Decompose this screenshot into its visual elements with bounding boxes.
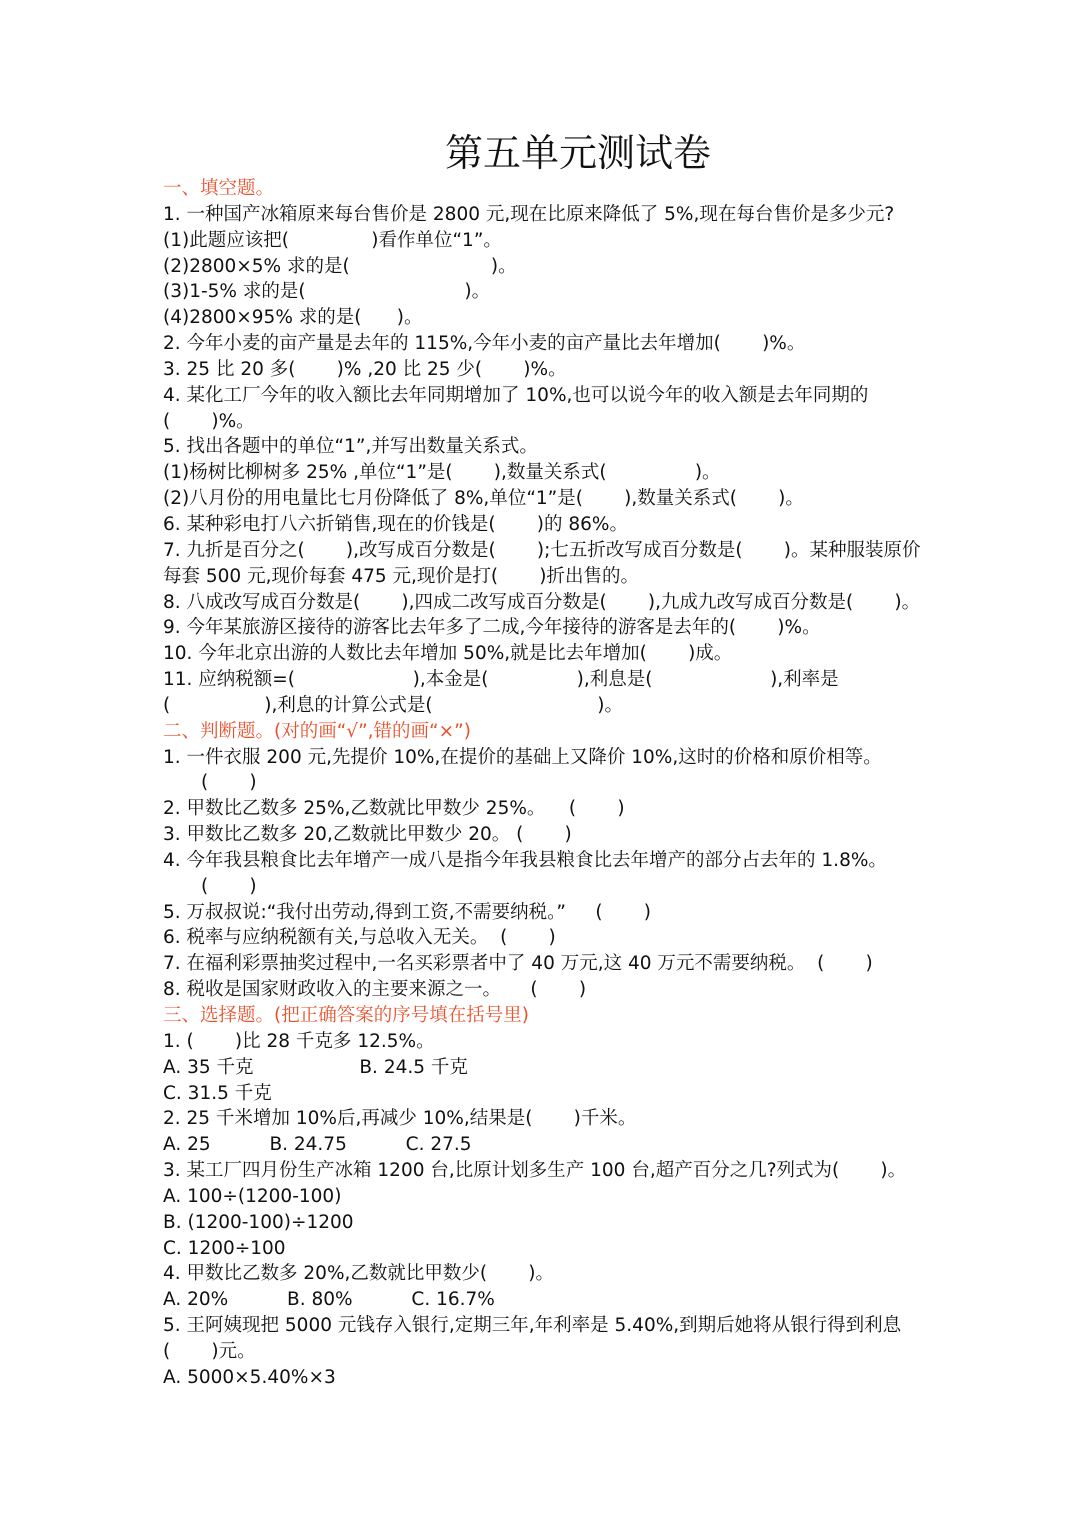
question-line: A. 20% B. 80% C. 16.7%	[163, 1289, 495, 1311]
question-line: (2)2800×5% 求的是( )。	[163, 255, 517, 277]
question-line: 7. 在福利彩票抽奖过程中,一名买彩票者中了 40 万元,这 40 万元不需要纳税。 ( )	[163, 953, 873, 975]
question-line: (2)八月份的用电量比七月份降低了 8%,单位“1”是( ),数量关系式( )。	[163, 488, 804, 510]
question-line: 8. 税收是国家财政收入的主要来源之一。 ( )	[163, 979, 587, 1001]
question-line: (4)2800×95% 求的是( )。	[163, 307, 423, 329]
question-line: 4. 甲数比乙数多 20%,乙数就比甲数少( )。	[163, 1263, 555, 1285]
question-line: 6. 税率与应纳税额有关,与总收入无关。 ( )	[163, 927, 556, 949]
question-line: (1)此题应该把( )看作单位“1”。	[163, 229, 502, 251]
page-title: 第五单元测试卷	[444, 131, 711, 175]
question-line: 每套 500 元,现价每套 475 元,现价是打( )折出售的。	[163, 565, 640, 587]
answer-bracket-line: ( )	[201, 772, 257, 794]
question-line: 5. 王阿姨现把 5000 元钱存入银行,定期三年,年利率是 5.40%,到期后她将从银行得到利息	[163, 1315, 902, 1337]
question-line: 5. 万叔叔说:“我付出劳动,得到工资,不需要纳税。” ( )	[163, 901, 651, 923]
section-heading: 一、填空题。	[163, 178, 275, 199]
question-line: B. (1200-100)÷1200	[163, 1211, 354, 1233]
question-line: C. 31.5 千克	[163, 1082, 272, 1104]
question-line: 2. 甲数比乙数多 25%,乙数就比甲数少 25%。 ( )	[163, 798, 625, 820]
question-line: ( )元。	[163, 1340, 256, 1362]
question-line: 4. 某化工厂今年的收入额比去年同期增加了 10%,也可以说今年的收入额是去年同期的	[163, 384, 869, 406]
question-line: C. 1200÷100	[163, 1237, 286, 1259]
question-line: 3. 甲数比乙数多 20,乙数就比甲数少 20。 ( )	[163, 824, 572, 846]
question-line: 9. 今年某旅游区接待的游客比去年多了二成,今年接待的游客是去年的( )%。	[163, 617, 821, 639]
section-heading: 二、判断题。(对的画“√”,错的画“×”)	[163, 720, 471, 742]
question-line: (1)杨树比柳树多 25% ,单位“1”是( ),数量关系式( )。	[163, 462, 721, 484]
question-line: A. 5000×5.40%×3	[163, 1366, 336, 1388]
question-line: 3. 某工厂四月份生产冰箱 1200 台,比原计划多生产 100 台,超产百分之几?列式为( )。	[163, 1160, 907, 1182]
question-line: A. 100÷(1200-100)	[163, 1185, 342, 1207]
question-line: A. 25 B. 24.75 C. 27.5	[163, 1134, 472, 1156]
worksheet-content	[163, 176, 1063, 1391]
question-line: 8. 八成改写成百分数是( ),四成二改写成百分数是( ),九成九改写成百分数是( )。	[163, 591, 921, 613]
question-line: 3. 25 比 20 多( )% ,20 比 25 少( )%。	[163, 358, 567, 380]
question-line: 1. ( )比 28 千克多 12.5%。	[163, 1030, 435, 1052]
question-line: 2. 25 千米增加 10%后,再减少 10%,结果是( )千米。	[163, 1108, 637, 1130]
answer-bracket-line: ( )	[201, 875, 257, 897]
question-line: 11. 应纳税额=( ),本金是( ),利息是( ),利率是	[163, 669, 839, 691]
question-line: 5. 找出各题中的单位“1”,并写出数量关系式。	[163, 436, 538, 458]
question-line: ( ),利息的计算公式是( )。	[163, 694, 623, 716]
question-line: 6. 某种彩电打八六折销售,现在的价钱是( )的 86%。	[163, 513, 629, 535]
question-line: 1. 一件衣服 200 元,先提价 10%,在提价的基础上又降价 10%,这时的价格和原价相等。	[163, 746, 882, 768]
question-line: (3)1-5% 求的是( )。	[163, 281, 491, 303]
question-line: A. 35 千克 B. 24.5 千克	[163, 1056, 468, 1078]
section-heading: 三、选择题。(把正确答案的序号填在括号里)	[163, 1005, 529, 1026]
question-line: 2. 今年小麦的亩产量是去年的 115%,今年小麦的亩产量比去年增加( )%。	[163, 333, 806, 355]
question-line: 4. 今年我县粮食比去年增产一成八是指今年我县粮食比去年增产的部分占去年的 1.8%。	[163, 849, 887, 871]
question-line: 1. 一种国产冰箱原来每台售价是 2800 元,现在比原来降低了 5%,现在每台售价是多少元?	[163, 203, 895, 225]
question-line: ( )%。	[163, 410, 255, 432]
question-line: 7. 九折是百分之( ),改写成百分数是( );七五折改写成百分数是( )。某种服装原价	[163, 539, 921, 561]
question-line: 10. 今年北京出游的人数比去年增加 50%,就是比去年增加( )成。	[163, 643, 733, 665]
